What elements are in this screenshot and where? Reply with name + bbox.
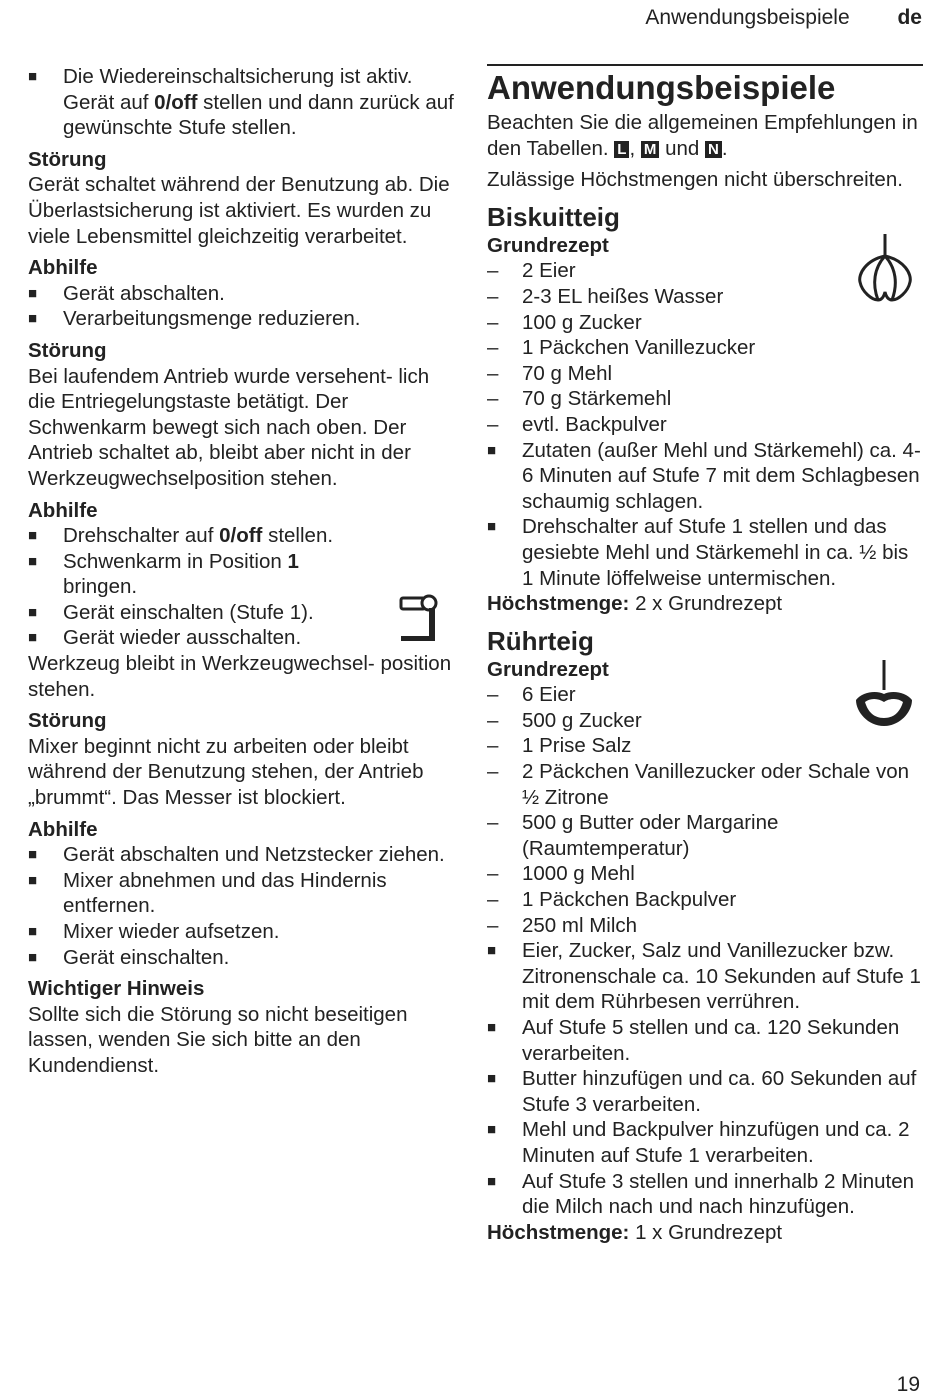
swivel-arm-position-icon: [398, 592, 442, 644]
section-heading-stoerung: Störung: [28, 709, 107, 733]
ingredient-item: – 70 g Stärkemehl: [487, 386, 923, 412]
section-heading-abhilfe: Abhilfe: [28, 498, 98, 522]
page-title: Anwendungsbeispiele: [487, 69, 836, 106]
max-amount: Höchstmenge: 1 x Grundrezept: [487, 1220, 783, 1244]
section-heading-stoerung: Störung: [28, 147, 107, 171]
step-item: ■ Auf Stufe 3 stellen und innerhalb 2 Minuten die Milch nach und nach hinzufügen.: [487, 1169, 923, 1220]
list-item: ■ Mixer abnehmen und das Hindernis entfernen.: [28, 868, 460, 919]
ingredient-item: – 1 Prise Salz: [487, 733, 923, 759]
step-item: ■ Mehl und Backpulver hinzufügen und ca. 2 Minuten auf Stufe 1 verarbeiten.: [487, 1117, 923, 1168]
paragraph: Mixer beginnt nicht zu arbeiten oder bleibt während der Benutzung stehen, der Antrieb „brummt“. Das Messer ist blockiert.: [28, 734, 424, 810]
ingredient-item: – 500 g Zucker: [487, 708, 923, 734]
step-item: ■ Butter hinzufügen und ca. 60 Sekunden auf Stufe 3 verarbeiten.: [487, 1066, 923, 1117]
list-item: ■ Mixer wieder aufsetzen.: [28, 919, 460, 945]
table-m-icon: M: [641, 141, 660, 158]
list-item: ■ Gerät abschalten und Netzstecker ziehen.: [28, 842, 460, 868]
beater-icon: [852, 660, 916, 730]
ingredient-item: – 1000 g Mehl: [487, 861, 923, 887]
section-heading-abhilfe: Abhilfe: [28, 256, 98, 280]
list-item: ■ Die Wiedereinschaltsicherung ist aktiv. Gerät auf 0/off stellen und dann zurück auf gewünschte Stufe stellen.: [28, 64, 460, 141]
paragraph: Sollte sich die Störung so nicht beseitigen lassen, wenden Sie sich bitte an den Kundendienst.: [28, 1002, 408, 1077]
step-item: ■ Drehschalter auf Stufe 1 stellen und das gesiebte Mehl und Stärkemehl in ca. ½ bis 1 Minute löffelweise untermischen.: [487, 514, 923, 591]
paragraph: Beachten Sie die allgemeinen Empfehlungen in den Tabellen. L , M und N .: [487, 111, 918, 160]
section-title: Anwendungsbeispiele: [645, 6, 850, 29]
ingredient-item: – 250 ml Milch: [487, 913, 923, 939]
section-heading-stoerung: Störung: [28, 338, 107, 362]
ingredient-item: – 70 g Mehl: [487, 361, 923, 387]
list-item: ■ Drehschalter auf 0/off stellen.: [28, 523, 460, 549]
step-item: ■ Zutaten (außer Mehl und Stärkemehl) ca. 4-6 Minuten auf Stufe 7 mit dem Schlagbesen schaumig schlagen.: [487, 438, 923, 515]
list-item: ■ Schwenkarm in Position 1 bringen.: [28, 549, 460, 600]
recipe-title-biskuit: Biskuitteig: [487, 201, 620, 232]
step-item: ■ Eier, Zucker, Salz und Vanillezucker bzw. Zitronenschale ca. 10 Sekunden auf Stufe 1 mit dem Rührbesen verrühren.: [487, 938, 923, 1015]
section-heading-hinweis: Wichtiger Hinweis: [28, 977, 205, 1001]
list-item: ■ Gerät abschalten.: [28, 281, 460, 307]
ingredient-item: – 100 g Zucker: [487, 310, 923, 336]
paragraph: Werkzeug bleibt in Werkzeugwechsel- position stehen.: [28, 652, 452, 701]
max-amount: Höchstmenge: 2 x Grundrezept: [487, 592, 783, 616]
page-number: 19: [896, 1373, 920, 1396]
step-item: ■ Auf Stufe 5 stellen und ca. 120 Sekunden verarbeiten.: [487, 1015, 923, 1066]
ingredient-item: – 500 g Butter oder Margarine (Raumtemperatur): [487, 810, 923, 861]
paragraph: Zulässige Höchstmengen nicht überschreiten.: [487, 168, 903, 192]
ingredient-item: – 2 Eier: [487, 258, 923, 284]
page-header: [645, 6, 922, 30]
list-item: ■ Gerät einschalten (Stufe 1).: [28, 600, 460, 626]
recipe-subtitle: Grundrezept: [487, 233, 609, 257]
whisk-icon: [856, 234, 914, 304]
list-item: ■ Gerät wieder ausschalten.: [28, 625, 460, 651]
paragraph: Bei laufendem Antrieb wurde versehent- lich die Entriegelungstaste betätigt. Der Schwenkarm bewegt sich nach oben. Der Antrieb schaltet ab, bleibt aber nicht in der Werkzeugwechselposition stehen.: [28, 364, 430, 490]
table-n-icon: N: [705, 141, 722, 158]
paragraph: Gerät schaltet während der Benutzung ab. Die Überlastsicherung ist aktiviert. Es wurden zu viele Lebensmittel gleichzeitig verarbeitet.: [28, 173, 450, 248]
recipe-subtitle: Grundrezept: [487, 657, 609, 681]
ingredient-item: – 2-3 EL heißes Wasser: [487, 284, 923, 310]
list-item: ■ Gerät einschalten.: [28, 945, 460, 971]
left-column: [28, 64, 460, 1079]
ingredient-item: – evtl. Backpulver: [487, 412, 923, 438]
section-heading-abhilfe: Abhilfe: [28, 817, 98, 841]
title-rule: [487, 64, 923, 66]
table-l-icon: L: [614, 141, 629, 158]
ingredient-item: – 1 Päckchen Backpulver: [487, 887, 923, 913]
recipe-title-ruehrteig: Rührteig: [487, 625, 594, 656]
ingredient-item: – 1 Päckchen Vanillezucker: [487, 335, 923, 361]
list-item: ■ Verarbeitungsmenge reduzieren.: [28, 306, 460, 332]
ingredient-item: – 2 Päckchen Vanillezucker oder Schale von ½ Zitrone: [487, 759, 923, 810]
language-code: de: [897, 6, 922, 29]
ingredient-item: – 6 Eier: [487, 682, 923, 708]
